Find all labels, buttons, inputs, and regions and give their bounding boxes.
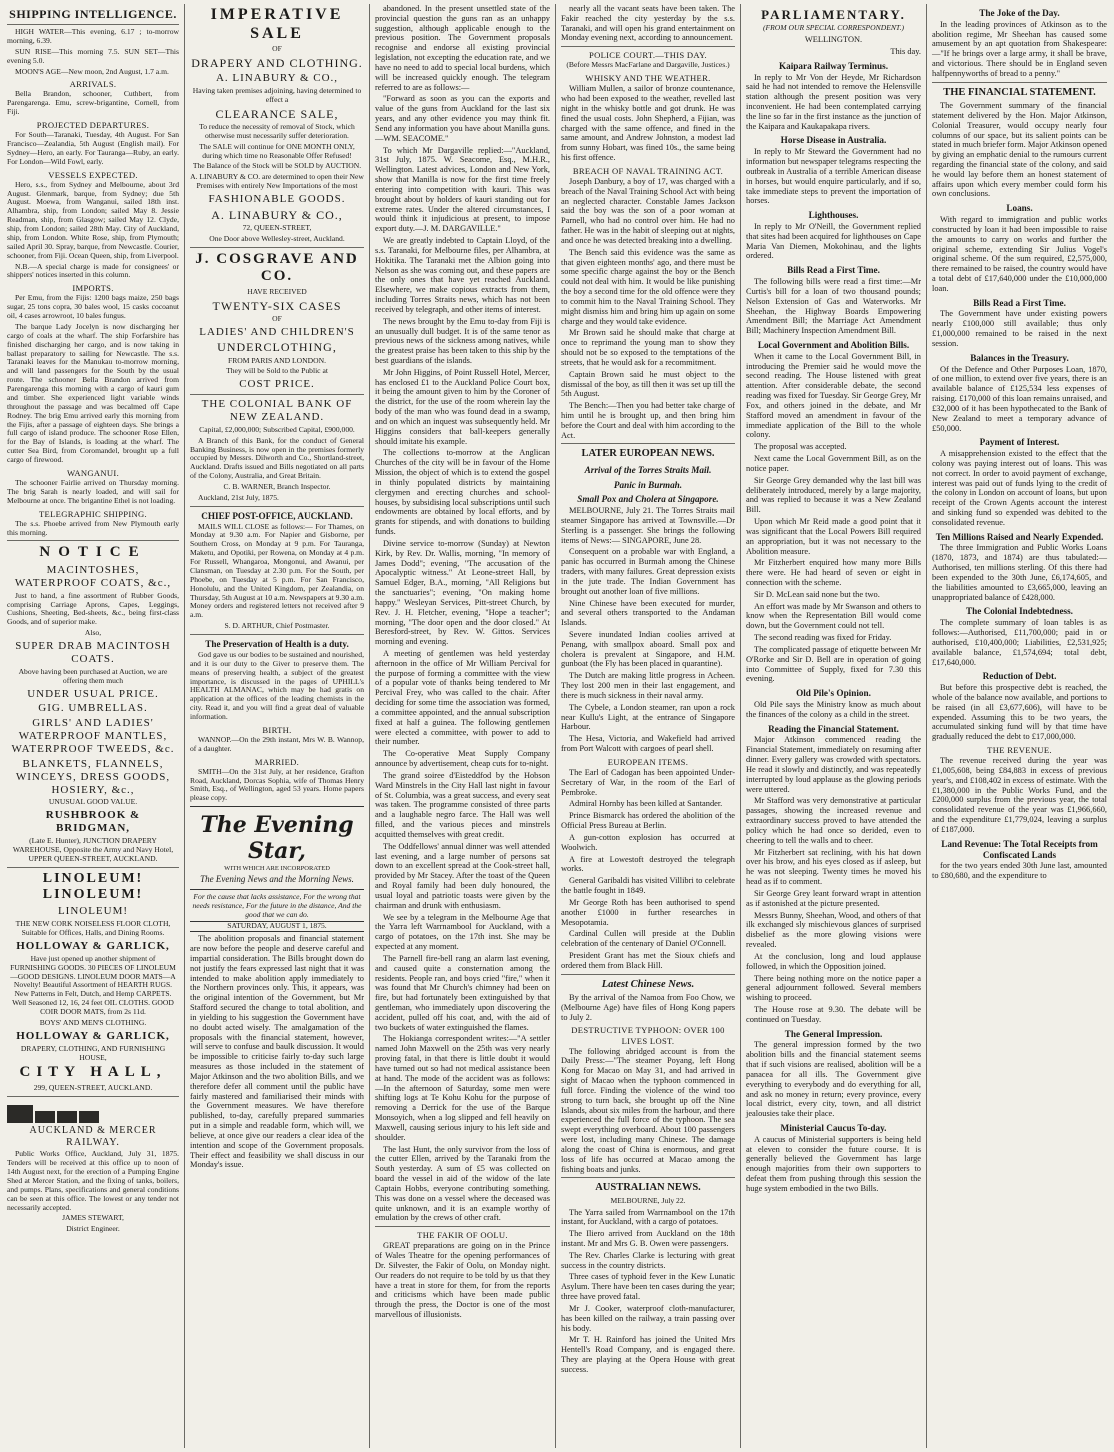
news-paragraph: for the two years ended 30th June last, amounted to £80,680, and the expenditure to: [932, 861, 1107, 881]
news-paragraph: The Earl of Cadogan has been appointed Under-Secretary of War, in the room of the Earl of Pembroke.: [561, 767, 735, 797]
news-paragraph: Admiral Hornby has been killed at Santander.: [569, 799, 723, 809]
rushbrook-address: (Late E. Hunter), JUNCTION DRAPERY WAREHOUSE, Opposite the Army and Navy Hotel, UPPER QUEEN-STREET, AUCKLAND.: [12, 836, 174, 863]
post-office-heading: CHIEF POST-OFFICE, AUCKLAND.: [201, 510, 353, 521]
divider: [7, 867, 179, 868]
news-paragraph: At the conclusion, long and loud applause followed, in which the Opposition joined.: [746, 951, 921, 971]
column-shipping: [4, 4, 182, 1448]
dateline-date: July 22.: [661, 1195, 686, 1205]
dateline: [561, 1197, 735, 1206]
ladies-heading: LADIES' AND CHILDREN'S: [199, 325, 355, 338]
news-paragraph: Of the Defence and Other Purposes Loan, 1870, of one million, to extend over five years, there is an available balance of £125,534 less expenses of raising. £170,000 of this loan remains unraised, and £32,000 of it has been hypothecated to the Bank of New Zealand to meet a temporary advance of £50,000.: [932, 364, 1107, 433]
bills-heading: Bills Read a First Time.: [787, 265, 880, 276]
news-paragraph: The proposal was accepted.: [754, 442, 847, 452]
news-paragraph: The collections to-morrow at the Anglican Churches of the city will be in favour of the Home Mission, the object of which is to extend the gospel in thinly populated districts by maintaining clergymen and erecting churches and school-houses, by subsidising local subscriptions until such endowments are obtained by local efforts, and by grants for stipends, and with donations to building funds.: [375, 448, 550, 537]
divider: [190, 394, 364, 395]
news-paragraph: In reply to Mr Steward the Government had no information but newspaper telegrams respecting the outbreak in Australia of a terrible American disease in horses, but would enquire particularly, and if so, take immediate steps to prevent the importation of horses.: [746, 147, 921, 206]
holloway-subheading: DRAPERY, CLOTHING, AND FURNISHING HOUSE,: [20, 1043, 166, 1062]
cosgrave-heading: J. COSGRAVE AND CO.: [195, 250, 359, 285]
divider: [7, 24, 179, 25]
shipping-title: SHIPPING INTELLIGENCE.: [9, 7, 177, 21]
news-paragraph: Severe inundated Indian coolies arrived at Penang, with smallpox aboard. Small pox and cholera is prevalent at Singapore, and H.M. gunboat (the Fly has been placed in quarantine).: [561, 630, 735, 669]
torres-heading: Arrival of the Torres Straits Mail.: [584, 464, 712, 475]
news-paragraph: Consequent on a probable war with England, a panic has occurred in Burmah among the Chinese traders, with many failures. Great depression exists in the jute trade. The Indian Government has brought out another loan of five millions.: [561, 547, 735, 596]
high-water: HIGH WATER—This evening, 6.17 ; to-morrow morning, 6.39.: [7, 27, 179, 45]
news-paragraph: In reply to Mr O'Neill, the Government replied that sites had been acquired for lighthouses on Cape Maria Van Diemen, Mokohinau, and the lights ordered.: [746, 221, 921, 261]
news-paragraph: William Mullen, a sailor of bronze countenance, who had been exposed to the weather, revelled last night in the whisky bottle and got drunk. He was fined the usual costs. John Shepherd, a Fijian, was charged with the same offence, and fined in the same amount, and Andrew Johnston, a modest lad from sunny Hobart, was fined 10s., the same being his first offence.: [561, 84, 735, 163]
drapery-heading: DRAPERY AND CLOTHING.: [191, 56, 363, 71]
holloway-text: Have just opened up another shipment of FURNISHING GOODS. 30 PIECES OF LINOLEUM—GOOD DESIGNS. LINOLEUM DOOR MATS—A Novelty! Beautiful Assortment of HEARTH RUGS. New Patterns in Felt, Dutch, and Hemp CARPETS. Well Seasoned 12, 16, 24 feet OIL CLOTHS. GOOD COIR DOOR MATS, from 2s 11d.: [10, 953, 176, 1017]
news-paragraph: A caucus of Ministerial supporters is being held at eleven to consider the future course. It is generally believed the Government has large enough majorities from their own supporters to defeat them from pushing through this session the huge system embodied in the two Bills.: [746, 1134, 921, 1193]
macintosh-text: Just to hand, a fine assortment of Rubber Goods, comprising Carriage Aprons, Capes, Leggings, Cushions, Sheeting, Bed-sheets, &c., being first-class Goods, and of superior make.: [7, 590, 179, 627]
news-paragraph: By the arrival of the Namoa from Foo Chow, we (Melbourne Age) have files of Hong Kong papers to July 2.: [561, 993, 735, 1022]
later-european-heading: LATER EUROPEAN NEWS.: [581, 448, 715, 460]
balances-heading: Balances in the Treasury.: [970, 352, 1069, 363]
news-paragraph: Sir D. McLean said none but the two.: [754, 589, 880, 599]
reading-statement-heading: Reading the Financial Statement.: [768, 723, 899, 734]
news-paragraph: The Dutch are making little progress in Acheen. They lost 200 men in their last engagement, and there is much sickness in their naval army.: [561, 671, 735, 700]
open-text: A. LINABURY & CO. are determined to open their New Premises with entirely New Importations of the most: [190, 172, 364, 191]
whisky-heading: WHISKY AND THE WEATHER.: [585, 73, 711, 84]
news-paragraph: Joseph Danbury, a boy of 17, was charged with a breach of the Naval Training School Act with being an neglected character. Constable James Jackson said the boy was the son of a poor woman at Parnell, who had no control over him. He had no father. He was in the habit of sleeping out at nights, and once he was detected breaking into a dwelling.: [561, 176, 735, 245]
imperative-sale-heading: IMPERATIVE SALE: [210, 6, 344, 42]
news-paragraph: But before this prospective debt is reached, the whole of the balance now available, and portions to be raised (in all £3,677,606), will have to be expended. Assuming this to be two years, the accumulated sinking fund will by that time have gradually reduced the debt to £17,000,000.: [932, 683, 1107, 742]
news-paragraph: In reply to Mr Von der Heyde, Mr Richardson said he had not intended to remove the Helensville station although the present position was very inconvenient. He had been contemplated carrying the line so far in the first instance as the junction of the Kaipara and Kaukapakapa rivers.: [746, 72, 921, 131]
auction-text: Above having been purchased at Auction, we are offering them much: [18, 666, 168, 685]
news-paragraph: "Forward as soon as you can the exports and value of the guns from Auckland for the last six years, and any other evidence you may think fit. Send any information you have about Manilla guns.—WM. SEACOME.": [375, 94, 550, 143]
linoleum-subheading: LINOLEUM!: [57, 905, 129, 918]
masthead-title: The Evening Star,: [200, 812, 354, 864]
post-office-signature: S. D. ARTHUR, Chief Postmaster.: [224, 621, 330, 631]
lighthouses-heading: Lighthouses.: [808, 210, 859, 221]
news-paragraph: With regard to immigration and public works constructed by loan it had been impossible to raise the amounts to carry on works and further the original scheme, extending Sir Julius Vogel's original scheme. Of the sum required, £2,575,000, there remained to be raised, the country would have a total debt of £17,640,000 under the £10,000,000 loan.: [932, 215, 1107, 293]
holloway-heading: HOLLOWAY & GARLICK,: [16, 940, 170, 952]
news-paragraph: Major Atkinson commenced reading the Financial Statement, immediately on resuming after dinner. Every gallery was crowded with spectators. He read it slowly and distinctly, and was repeatedly interrupted by loud applause as the glowing periods were uttered.: [746, 735, 921, 794]
column-rule: [740, 4, 741, 1448]
cases-heading: TWENTY-SIX CASES: [212, 298, 342, 313]
news-paragraph: The Iliero arrived from Auckland on the 18th instant. Mr and Mrs G. B. Owen were passengers.: [561, 1229, 735, 1248]
news-paragraph: President Grant has met the Sioux chiefs and ordered them from Black Hill.: [561, 951, 735, 970]
news-paragraph: The House rose at 9.30. The debate will be continued on Tuesday.: [746, 1005, 921, 1024]
news-paragraph: Mr T. H. Rainford has joined the United Mrs Hentell's Road Company, and is engaged there. They are playing at the Opera House with great success.: [561, 1335, 735, 1374]
divider: [561, 443, 735, 444]
wellington-dateline: WELLINGTON.: [804, 35, 863, 45]
column-financial: [929, 4, 1110, 1448]
health-heading: The Preservation of Health is a duty.: [205, 639, 349, 650]
railway-heading: AUCKLAND & MERCER RAILWAY.: [29, 1124, 157, 1148]
divider: [375, 1226, 550, 1227]
sale-continue: The SALE will continue for ONE MONTH ONLY, during which time no Reasonable Offer Refused!: [199, 141, 355, 160]
post-office-text: MAILS WILL CLOSE as follows:— For Thames, on Monday at 9.30 a.m. For Napier and Gisborne, per Southern Cross, on Monday at 9 p.m. For Tauranga, Maketu, and Opotiki, per Rowena, on Monday at 4 p.m. For Russell, Whangaroa, Mongonui, and Awanui, per Clansman, on Tuesday at 2.30 p.m. For the South, per Phoebe, on Tuesday at 5 p.m. For San Francisco, Honolulu, and the United Kingdom, per Zealandia, on Thursday, 5th August at 10 a.m. Newspapers at 9.30 a.m. Money orders and registered letters not received after 9 a.m.: [190, 521, 364, 620]
news-paragraph: abandoned. In the present unsettled state of the provincial question the guns ran as an unhappy suggestion, although applicable enough to the previous position. The Government proposals recognise and endorse all existing provincial legislation, not excepting the education rate, and we have no need to add to special local burdens, which will be increased quickly enough. The telegram referred to are as follows:—: [375, 4, 550, 92]
parliamentary-heading: PARLIAMENTARY.: [761, 7, 906, 22]
balance-text: The Balance of the Stock will be SOLD by AUCTION.: [192, 161, 362, 171]
boys-clothing: BOYS' AND MEN'S CLOTHING.: [39, 1017, 147, 1027]
old-pile-heading: Old Pile's Opinion.: [796, 688, 871, 699]
news-paragraph: The Government have under existing powers nearly £100,000 still available; thus only £1,000,000 remained to be raised in the next session.: [932, 309, 1107, 348]
panic-heading: Panic in Burmah.: [613, 479, 683, 490]
divider: [190, 247, 364, 248]
wanganui-heading: WANGANUI.: [66, 467, 120, 478]
column-parliamentary: [743, 4, 924, 1448]
news-paragraph: GREAT preparations are going on in the Prince of Wales Theatre for the opening performances of Dr. Silvester, the Fakir of Oolu, on Monday night. Our readers do not require to be told by us that they have a treat in store for them, for from the reports and criticisms which have been made public through the press, the Doctor is one of the most marvellous of illusionists.: [375, 1241, 550, 1320]
shipping-news: The barque Lady Jocelyn is now discharging her cargo of coals at the wharf. The ship Forfarshire has finished discharging her cargo, and is now taking in ballast preparatory to sailing for Newcastle. The s.s. Taranaki leaves for the Manukau to-morrow morning, and will land passengers for the South by the usual route. The schooner Bella Brandon arrived from Parengarenga this morning with a cargo of kauri gum and timber. She experienced light variable winds throughout the passage and was becalmed off Cape Rodney. The brig Emu arrived early this morning from the Fijis, after a passage of eighteen days. She brings a full cargo of island produce. The schooner Rose Ellen, for the Bay of Islands, is loading at the wharf. The cutter Sea Bird, from Coromandel, brought up a full cargo of firewood.: [7, 321, 179, 465]
news-paragraph: General Garibaldi has visited Villibri to celebrate the battle fought in 1849.: [561, 876, 735, 896]
revenue-heading: THE REVENUE.: [987, 745, 1052, 756]
of-text: OF: [272, 44, 282, 54]
city-hall-heading: CITY HALL,: [19, 1064, 167, 1081]
vessels-text: Hero, s.s., from Sydney and Melbourne, about 3rd August. Glenmark, barque, from Sydney; due 5th August. Moewa, from Wanganui, sailed 18th inst. Alhambra, ship, from London; sailed May 8. Jessie Readman, ship, from Glasgow; sailed May 12. Clyde, ship, from London; sailed 28th May. City of Auckland, ship, from London. White Rose, ship, from Plymouth; sailed April 30. Spray, barque, from Newcastle. Courier, schooner, from Fiji. Ocean Queen, ship, from Liverpool.: [7, 179, 179, 260]
issue-date: SATURDAY, AUGUST 1, 1875.: [190, 921, 364, 932]
news-paragraph: The Rev. Charles Clarke is lecturing with great success in the country districts.: [561, 1250, 735, 1270]
news-paragraph: There being nothing more on the notice paper a general adjournment followed. Several members wishing to proceed.: [746, 973, 921, 1003]
clearance-heading: CLEARANCE SALE,: [215, 106, 339, 121]
news-paragraph: The Cybele, a London steamer, ran upon a rock near Kullu's Light, at the entrance of Singapore Harbour.: [561, 702, 735, 732]
news-paragraph: Divine service to-morrow (Sunday) at Newton Kirk, by Rev. Dr. Wallis, morning, "In memory of James Dodd"; evening, "The accusation of the Apocalyptic witness." At Leone-street Hall, by Samuel Edger, B.A., morning, "All Religions but the sanctuaries"; evening, "On making home happy." Wesleyan Services, Pitt-street Church, by Rev. J. H. Fletcher, evening, "Hope a teacher"; morning, "The door open and the door closed." At Beresford-street, by Rev. W. Gittos. Services morning and evening.: [375, 538, 550, 647]
column-telegrams: [558, 4, 738, 1448]
news-paragraph: We see by a telegram in the Melbourne Age that the Yarra left Warrnambool for Auckland, with a cargo of potatoes, on the 17th inst. She may be expected at any moment.: [375, 912, 550, 952]
news-paragraph: An effort was made by Mr Swanson and others to know when the Representation Bill would come down, but the Government could not tell.: [746, 601, 921, 631]
news-paragraph: Next came the Local Government Bill, as on the notice paper.: [746, 454, 921, 473]
horse-disease-heading: Horse Disease in Australia.: [780, 135, 887, 146]
reduction-debt-heading: Reduction of Debt.: [982, 671, 1057, 682]
railway-signature: JAMES STEWART,: [62, 1213, 124, 1223]
masthead: [190, 806, 364, 890]
moon-age: MOON'S AGE—New moon, 2nd August, 1.7 a.m.: [15, 66, 169, 76]
news-paragraph: We are greatly indebted to Captain Lloyd, of the s.s. Taranaki, for Melbourne files, per Alhambra, at Hokitika. The Taranaki met the Albion going into Nelson as she was coming out, and these papers are the only ones that have yet reached Auckland. Elsewhere, we make copious extracts from them, including Torres Straits news, which has not been received by telegraph, and other items of interest.: [375, 236, 550, 314]
having-text: Having taken premises adjoining, having determined to effect a: [192, 86, 362, 105]
news-paragraph: The Hesa, Victoria, and Wakefield had arrived from Port Walcott with cargoes of pearl shell.: [561, 734, 735, 754]
editorial-text: The abolition proposals and financial statement are now before the people and deserve careful and impartial consideration. The Bills brought down do not justify the fears expressed last night that it was intended to make abolition apply immediately to the Northern provinces only. This, it appears, was the original intention of the Government, but Mr Stafford secured the change to total abolition, and in yielding to his suggestion the Government have no doubt acted wisely. The amalgamation of the proposals with the financial statement, however, will serve to confuse and baulk discussion. It would be impossible to criticise fairly to-day such large measures as those included in the statement of Major Atkinson and the two abolition Bills, and we therefore defer all comment until the public have fairly mastered and familiarised their minds with the Government measures. We have therefore published, to-day, carefully prepared summaries put in a simple and readable form, which will, we believe, at once give our readers a clear idea of the intention and scope of the Government proposals. Their effect and feasibility we shall discuss in our Monday's issue.: [190, 934, 364, 1170]
payment-interest-heading: Payment of Interest.: [979, 437, 1060, 448]
mantles-heading: GIRLS' AND LADIES' WATERPROOF MANTLES, WATERPROOF TWEEDS, &c.: [11, 717, 175, 755]
news-paragraph: The last Hunt, the only survivor from the loss of the cutter Ellen, arrived by the Taranaki from the South yesterday. A sum of £5 was collected on board the vessel in aid of the widow of the late Captain Hobbs, everyone contributing something. This was done on a vessel where the deceased was quite unknown, and it is an example worthy of emulation by the crews of other craft.: [375, 1144, 550, 1223]
column-rule: [369, 4, 370, 1448]
also-text: Also,: [84, 628, 102, 638]
masthead-incorporated: WITH WHICH ARE INCORPORATED: [224, 864, 330, 872]
news-paragraph: A misapprehension existed to the effect that the colony was paying interest out of loans. This was not correct. In order to avoid payment of exchange, interest was paid out of funds lying to the credit of the colony in London on account of loans, but upon receipt of the Crown Agents account the interest and sinking fund so expended was debited to the consolidated revenue.: [932, 449, 1107, 527]
bills-first-time-heading: Bills Read a First Time.: [973, 297, 1066, 308]
column-advertisements: [187, 4, 367, 1448]
vessels-heading: VESSELS EXPECTED.: [48, 169, 138, 180]
column-local-news: [372, 4, 553, 1448]
news-paragraph: Sir George Grey demanded why the last bill was deliberately introduced, merely by a large majority, and was replied to because it was a New Zealand Bill.: [746, 475, 921, 515]
news-paragraph: The grand soiree d'Eisteddfod by the Hobson Ward Minstrels in the City Hall last night in favour of St. Columbia, was a great success, and every seat was taken. The programme consisted of three parts and a laughable negro farce. The Hall was well filled, and the various pieces and minstrels acquitted themselves with great credit.: [375, 770, 550, 839]
masthead-motto: For the cause that lacks assistance, For the wrong that needs resistance, For the future in the distance, And the good that we can do.: [192, 891, 362, 919]
locomotive-icon: [7, 1101, 179, 1123]
sold-text: They will be Sold to the Public at: [226, 366, 328, 376]
kaipara-heading: Kaipara Railway Terminus.: [779, 60, 888, 71]
news-paragraph: Captain Brown said he must object to the dismissal of the boy, as till then it was set up till the 5th August.: [561, 369, 735, 399]
from-text: FROM PARIS AND LONDON.: [227, 355, 327, 365]
news-paragraph: MELBOURNE, July 21. The Torres Straits mail steamer Singapore has arrived at Townsville.—Dr Sterling is a passenger. She brings the following items of News:— SINGAPORE, June 28.: [561, 506, 735, 545]
news-paragraph: The Yarra sailed from Warrnambool on the 17th instant, for Auckland, with a cargo of potatoes.: [561, 1207, 735, 1227]
news-paragraph: nearly all the vacant seats have been taken. The Fakir reached the city yesterday by the s.s. Taranaki, and will open his grand entertainment on Monday evening next, according to announcement.: [561, 4, 735, 43]
reduce-text: To reduce the necessity of removal of Stock, which otherwise must necessarily suffer deterioration.: [199, 121, 355, 140]
news-paragraph: The revenue received during the year was £1,005,608, being £84,883 in excess of previous year's, and £108,402 in excess of estimate. With the £1,380,000 in the Public Works Fund, and the £200,000 surplus from the previous year, the total consolidated revenue of the year was £1,966,660, and the expenditure £1,779,024, leaving a surplus of £187,000.: [932, 756, 1107, 834]
news-paragraph: The Parnell fire-bell rang an alarm last evening, and caused quite a consternation among the residents. People ran, and boys cried "fire," when it was found that Mr Church's chimney had been on fire, but had fortunately been extinguished by that gentleman, who immediately upon discovering the accident, pulled off his coat, and, with the aid of two buckets of water extinguished the flames.: [375, 953, 550, 1032]
linoleum-text: THE NEW CORK NOISELESS FLOOR CLOTH, Suitable for Offices, Halls, and Dining Rooms.: [15, 919, 171, 938]
naval-heading: BREACH OF NAVAL TRAINING ACT.: [572, 165, 724, 176]
parliamentary-sub: (FROM OUR SPECIAL CORRESPONDENT.): [762, 23, 905, 33]
news-paragraph: The Hokianga correspondent writes:—"A settler named John Maxwell on the 25th was very nearly proving fatal, in that there is little doubt it would have turned out so had not medical assistance been at hand. The mode of the accident was as follows:—In the afternoon of Saturday, some men were shifting logs at Te Kohu Kohu for the purpose of removing a Derrick for the use of the Barque Monsoyich, when a log slipped and fell heavily on Maxwell, causing serious injury to his left side and shoulder.: [375, 1034, 550, 1142]
financial-statement-heading: THE FINANCIAL STATEMENT.: [943, 86, 1096, 98]
city-hall-address: 299, QUEEN-STREET, AUCKLAND.: [33, 1083, 153, 1093]
news-paragraph: The Oddfellows' annual dinner was well attended last evening, and a large number of persons sat down to an excellent spread at the Cook-street hall, provided by Mr Stacey. After the toast of the Queen and Royal family had been duly honoured, the usual loyal and patriotic toasts were given by the chairman and drunk with enthusiasm.: [375, 841, 550, 910]
umbrellas-heading: GIG. UMBRELLAS.: [38, 702, 148, 715]
news-paragraph: Nine Chinese have been executed for murder, and several others transported to the Andaman Islands.: [561, 598, 735, 628]
telegraphic-heading: TELEGRAPHIC SHIPPING.: [39, 508, 147, 519]
news-paragraph: Three cases of typhoid fever in the Kew Lunatic Asylum. There have been ten cases during the year; three have proved fatal.: [561, 1272, 735, 1302]
arrivals-heading: ARRIVALS.: [69, 79, 117, 90]
railway-text: Public Works Office, Auckland, July 31, 1875. Tenders will be received at this office up to noon of 14th August next, for the erection of a Pumping Engine Shed at Mercer Station, and the fixing of tanks, boilers, and pumps. Plans, specifications and general conditions can be seen at this office. The lowest or any tender not necessarily accepted.: [7, 1149, 179, 1212]
divider: [561, 974, 735, 975]
news-paragraph: Mr George Roth has been authorised to spend another £1000 in further researches in Mesopotamia.: [561, 897, 735, 927]
wanganui-text: The schooner Fairlie arrived on Thursday morning. The brig Sarah is nearly loaded, and will sail for Melbourne at once. The brigantine Ethel is not loading.: [7, 478, 179, 505]
super-drab-heading: SUPER DRAB MACINTOSH COATS.: [15, 640, 171, 665]
news-paragraph: The three Immigration and Public Works Loans (1870, 1873, and 1874) are thus tabulated:—Authorised, ten millions sterling. Of this there had been expended to the 30th June, £6,174,605, and the liabilities amounted to £3,665,000, leaving an unappropriated balance of £428,000.: [932, 543, 1107, 602]
birth-text: WANNOP.—On the 29th instant, Mrs W. B. Wannop, of a daughter.: [190, 734, 364, 753]
news-paragraph: Mr J. Cooker, waterproof cloth-manufacturer, has been killed on the railway, a train passing over his body.: [561, 1303, 735, 1333]
married-text: SMITH—On the 31st July, at her residence, Grafton Road, Auckland, Dorcas Sophia, wife of Thomas Henry Smith, Esq., of Wellington, aged 53 years. Home papers please copy.: [190, 766, 364, 803]
european-items-heading: EUROPEAN ITEMS.: [607, 756, 689, 767]
general-impression-heading: The General Impression.: [784, 1028, 883, 1039]
news-paragraph: Mr Brown said he should make that charge at once to reprimand the young man to show they should not be so exposed to the temptations of the streets, that he would ask for a recommitment.: [561, 328, 735, 367]
news-paragraph: The complete summary of loan tables is as follows:—Authorised, £11,700,000; paid in or authorised, £10,400,000; Liabilities, £2,531,925; available balance, £1,574,694; total debt, £17,640,000.: [932, 618, 1107, 667]
underclothing-heading: UNDERCLOTHING,: [217, 340, 337, 355]
projected-heading: PROJECTED DEPARTURES.: [36, 120, 150, 131]
cost-price: COST PRICE.: [239, 378, 315, 391]
news-paragraph: Old Pile says the Ministry know as much about the finances of the colony as a child in the street.: [746, 700, 921, 719]
land-revenue-heading: Land Revenue: The Total Receipts from Confiscated Lands: [941, 838, 1098, 860]
chinese-news-heading: Latest Chinese News.: [601, 978, 695, 990]
ten-millions-heading: Ten Millions Raised and Nearly Expended.: [935, 531, 1104, 542]
news-paragraph: A gun-cotton explosion has occurred at Woolwich.: [561, 832, 735, 852]
news-paragraph: The second reading was fixed for Friday.: [754, 633, 892, 643]
dateline-city: MELBOURNE,: [610, 1195, 660, 1205]
divider: [190, 634, 364, 635]
under-price: UNDER USUAL PRICE.: [27, 687, 159, 700]
typhoon-heading: DESTRUCTIVE TYPHOON: OVER 100 LIVES LOST.: [571, 1025, 725, 1046]
bank-signature: C. B. WARNER, Branch Inspector.: [223, 482, 331, 492]
news-paragraph: The Co-operative Meat Supply Company announce by advertisement, cheap cuts for to-night.: [375, 749, 550, 769]
news-paragraph: The complicated passage of etiquette between Mr O'Rorke and Sir D. Bell are in operation of going into Committee of Supply, fixed for 7.30 this evening.: [746, 644, 921, 684]
column-rule: [555, 4, 556, 1448]
news-paragraph: The Government summary of the financial statement delivered by the Hon. Major Atkinson, Colonial Treasurer, would occupy nearly four columns of our space, but its salient points can be stated in much briefer form. Major Atkinson opened by giving an emphatic denial to the rumours current regarding the financial state of the colony, and said he would lay before them an honest statement of affairs upon which every member could form his own conclusions.: [932, 101, 1107, 199]
this-day: This day.: [890, 46, 921, 56]
macintosh-heading: MACINTOSHES, WATERPROOF COATS, &c.,: [14, 563, 172, 589]
linabury-heading-2: A. LINABURY & CO.,: [211, 207, 343, 222]
divider: [561, 1177, 735, 1178]
news-paragraph: The following bills were read a first time:—Mr Curtis's bill for a loan of two thousand pounds; Nelson Extension of Gas and Waterworks. Mr Sheehan, the Highway Boards Empowering Amendment Bill; the Marriage Act Amendment Bill; Machinery Inspection Amendment Bill.: [746, 277, 921, 336]
news-paragraph: Cardinal Cullen will preside at the Dublin celebration of the centenary of Daniel O'Connell.: [561, 929, 735, 949]
special-notice: N.B.—A special charge is made for consignees' or shippers' notices inserted in this column.: [7, 261, 179, 280]
news-paragraph: The following abridged account is from the Daily Press:—"The steamer Poyang, left Hong Kong for Macao on May 31, and had arrived in sight of Macao when the typhoon commenced in full force. Finding the violence of the wind too strong to turn back, she brought up off the Nine Islands, about six miles from the harbour, and there experienced the full force of the typhoon. The sea swept everything overboard. About 100 passengers were lost, including many Chinese. The damage along the coast of China is enormous, and great loss of life has occurred at Macao among the fishing boats and junks.: [561, 1046, 735, 1174]
bank-date: Auckland, 21st July, 1875.: [198, 492, 279, 502]
loans-heading: Loans.: [1006, 203, 1033, 214]
column-rule: [184, 4, 185, 1448]
news-paragraph: Upon which Mr Reid made a good point that it was significant that the Local Powers Bill required an appropriation, but it was not necessary to the Abolition measure.: [746, 517, 921, 556]
news-paragraph: A fire at Lowestoft destroyed the telegraph works.: [561, 854, 735, 874]
linoleum-heading: LINOLEUM! LINOLEUM!: [42, 870, 144, 903]
colonial-indebtedness-heading: The Colonial Indebtedness.: [966, 606, 1073, 617]
news-paragraph: Messrs Bunny, Sheehan, Wood, and others of that ilk exchanged sly mischievous glances of surprised disbelief as the more glowing visions were revealed.: [746, 910, 921, 950]
news-paragraph: Mr Fitzherbert enquired how many more Bills there were. He had heard of seven or eight in connection with the scheme.: [746, 558, 921, 587]
imports-text: Per Emu, from the Fijis: 1200 bags maize, 250 bags sugar, 25 tons copra, 30 bales wool, 15 casks cocoanut oil, 4 cases arrowroot, 10 bales fungus.: [7, 293, 179, 321]
railway-role: District Engineer.: [66, 1224, 120, 1234]
bank-heading: THE COLONIAL BANK OF NEW ZEALAND.: [201, 398, 353, 423]
bank-text: A Branch of this Bank, for the conduct of General Banking Business, is now open in the premises formerly occupied by Messrs. Dilworth and Co., Shortland-street, Auckland. Drafts issued and Bills negotiated on all parts of the Colony, Australia, and Great Britain.: [190, 435, 364, 481]
smallpox-heading: Small Pox and Cholera at Singapore.: [577, 494, 719, 505]
news-paragraph: The Bench:—Then you had better take charge of him until he is brought up, and then bring him before the Court and deal with him according to the Act.: [561, 401, 735, 440]
column-rule: [926, 4, 927, 1448]
divider: [7, 540, 179, 541]
news-paragraph: Mr Stafford was very demonstrative at particular passages, showing the increased revenue and extraordinary success proved to have attended the policy which he had once so derided, even to cheering to tell the walls and to cheer.: [746, 796, 921, 845]
holloway-heading-2: HOLLOWAY & GARLICK,: [16, 1029, 170, 1042]
imports-heading: IMPORTS.: [72, 283, 114, 294]
received-text: HAVE RECEIVED: [247, 286, 307, 296]
joke-heading: The Joke of the Day.: [979, 8, 1060, 18]
blankets-heading: BLANKETS, FLANNELS, WINCEYS, DRESS GOODS, HOSIERY, &c.,: [15, 757, 171, 796]
arrivals-text: Bella Brandon, schooner, Cuthbert, from Parengarenga. Emu, screw-brigantine, Cornell, from Fiji.: [7, 89, 179, 117]
news-paragraph: To which Mr Dargaville replied:—"Auckland, 31st July, 1875. W. Seacome, Esq., M.H.R., Wellington. Latest advices, London and New York, show that Manilla is now for the first time freely entering into competition with kauri. This was brought about by holders of kauri standing out for extreme rates. Under the altered circumstances, I would think it injudicious at present, to impose export duty.—J. M. DARGAVILLE.": [375, 145, 550, 234]
news-paragraph: The news brought by the Emu to-day from Fiji is an unusually dull budget. It is of the same tenor as previous news of the sickness among natives, while the greatest praise has been taken to this ship by the best guardians of the islands.: [375, 316, 550, 365]
fashionable-heading: FASHIONABLE GOODS.: [208, 193, 346, 206]
masthead-subtitle: The Evening News and the Morning News.: [200, 874, 354, 885]
divider: [190, 506, 364, 507]
news-paragraph: Mr John Higgins, of Point Russell Hotel, Mercer, has enclosed £1 to the Auckland Police Court box, it being the amount given to him by the Coroner of the district, for the use of the room wherein lay the body of the man who was found dead in a swamp, and on which an inquest was subsequently held. Mr Higgins considers that ball-keepers generally should imitate his example.: [375, 367, 550, 446]
divider: [561, 46, 735, 47]
news-paragraph: Sir George Grey leant forward wrapt in attention as if astonished at the picture presented.: [746, 888, 921, 908]
rushbrook-heading: RUSHBROOK & BRIDGMAN,: [45, 809, 141, 835]
news-paragraph: In the leading provinces of Atkinson as to the abolition regime, Mr Sheehan has caused some amusement by an apt quotation from Shakespeare:—"If he brings over a large army, it shall be brave, and victorious. There should be in England seven halfpennyworths of bread to a penny.": [932, 19, 1107, 78]
police-court-heading: POLICE COURT.—THIS DAY.: [589, 50, 707, 61]
australian-news-heading: AUSTRALIAN NEWS.: [595, 1182, 701, 1194]
news-paragraph: A meeting of gentlemen was held yesterday afternoon in the office of Mr William Percival for the purpose of forming a committee with the view of a popular vote of thanks being tendered to Mr Percival Frey, who was called to the chair. After deciding for some time the association was formed, a committee appointed, and the annual subscription fixed at half a guinea. The following gentlemen were elected a committee, with power to add to their number.: [375, 649, 550, 747]
telegraphic-text: The s.s. Phoebe arrived from New Plymouth early this morning.: [7, 518, 179, 537]
wellesley-text: One Door above Wellesley-street, Auckland.: [209, 233, 345, 243]
queen-street: 72, QUEEN-STREET,: [242, 223, 312, 232]
police-court-sub: (Before Messrs MacFarlane and Dargaville, Justices.): [566, 60, 730, 70]
bank-capital: Capital, £2,000,000; Subscribed Capital, £900,000.: [199, 424, 355, 434]
married-heading: MARRIED.: [254, 756, 300, 767]
divider: [932, 82, 1107, 83]
ministerial-caucus-heading: Ministerial Caucus To-day.: [780, 1123, 887, 1134]
linabury-heading: A. LINABURY & CO.,: [215, 72, 339, 85]
news-paragraph: The Bench said this evidence was the same as that given eighteen months' ago, and there must be some specific charge against the boy or the Bench could not deal with him. It would be like punishing the boy a second time for the old offence were they to commit him to the Naval Training School. They might dismiss him and bring him up again on some charge and they would take evidence.: [561, 247, 735, 326]
sun-times: SUN RISE—This morning 7.5. SUN SET—This evening 5.0.: [7, 46, 179, 65]
of-text-2: OF: [272, 313, 282, 323]
fakir-heading: THE FAKIR OF OOLU.: [417, 1230, 508, 1241]
news-paragraph: Prince Bismarck has ordered the abolition of the Official Press Bureau at Berlin.: [561, 811, 735, 831]
news-paragraph: Mr Fitzherbert sat reclining, with his hat down over his brow, and his eyes closed as if asleep, but he was not sleeping. Twenty times he moved his head as if to comment.: [746, 847, 921, 887]
divider: [7, 1096, 179, 1097]
local-government-heading: Local Government and Abolition Bills.: [757, 340, 910, 351]
projected-text: For South—Taranaki, Tuesday, 4th August. For San Francisco—Zealandia, 5th August (English mail). For Sydney—Hero, an early. For Tauranga—Ruby, an early. For London—Wild Fowl, early.: [7, 130, 179, 166]
news-paragraph: The general impression formed by the two abolition bills and the financial statement seems that if such visions are realised, abolition will be a panacea for all ills. The Government give everything to everybody and do everything for all, and ask no money in return; every province, every local district, every city, town, and all district jealousies take their place.: [746, 1040, 921, 1119]
notice-heading: NOTICE: [39, 544, 147, 561]
birth-heading: BIRTH.: [262, 724, 292, 735]
unusual-value: UNUSUAL GOOD VALUE.: [48, 797, 138, 807]
news-paragraph: When it came to the Local Government Bill, in introducing the Premier said he would move the second reading. The House listened with great attention. After considerable debate, the second reading was fixed for Tuesday. Sir George Grey, Mr Fox, and others joined in the debate, and Mr Stafford moved an amendment in favour of the immediate application of the Bill to the whole colony.: [746, 351, 921, 440]
health-text: God gave us our bodies to be sustained and nourished, and it is our duty to the Giver to preserve them. The means of preserving health, a subject of the greatest importance, is discussed in the pages of UPHILL's HEALTH ALMANAC, which may be had gratis on application at the offices of the leading chemists in the city. Read it, and you will find a great deal of valuable information.: [190, 649, 364, 721]
